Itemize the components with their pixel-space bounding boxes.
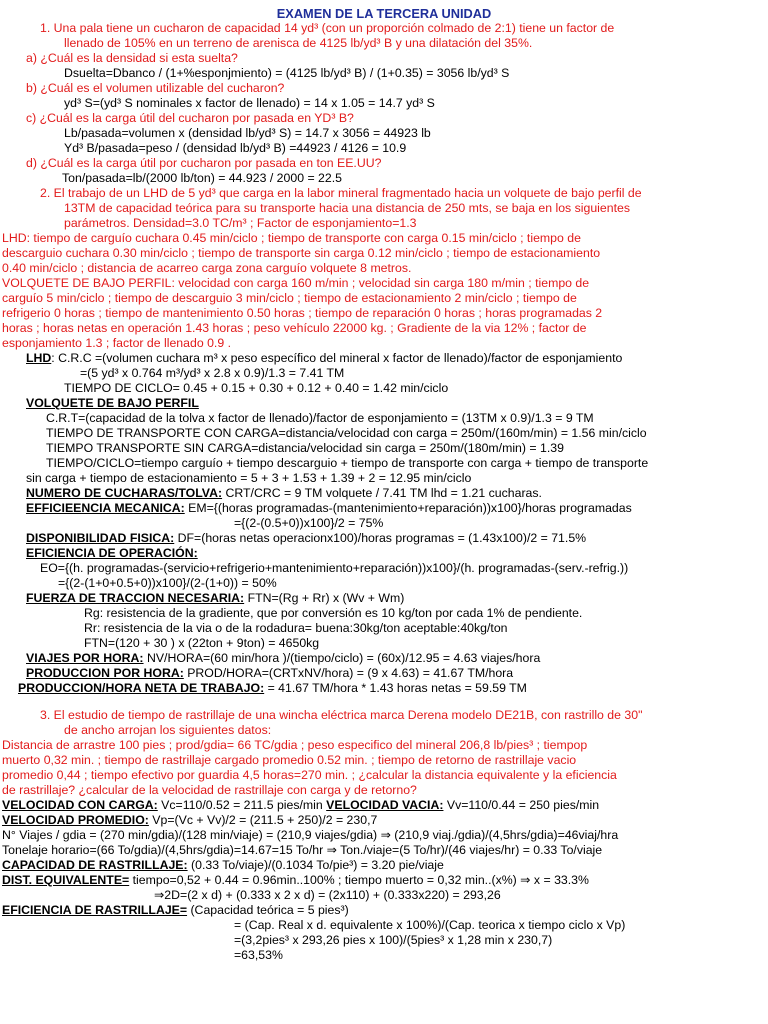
- document-line: [0, 441, 768, 456]
- document-line: [0, 918, 768, 933]
- line-text: NV/HORA=(60 min/hora )/(tiempo/ciclo) = (60x)/12.95 = 4.63 viajes/hora: [143, 651, 541, 665]
- line-text: refrigerio 0 horas ; tiempo de mantenimiento 0.50 horas ; tiempo de reparación 0 horas ; horas programadas 2: [2, 306, 603, 320]
- section-heading: DISPONIBILIDAD FISICA:: [26, 531, 175, 545]
- document-line: [0, 381, 768, 396]
- section-heading: VIAJES POR HORA:: [26, 651, 144, 665]
- document-line: [0, 306, 768, 321]
- line-text: FTN=(Rg + Rr) x (Wv + Wm): [244, 591, 405, 605]
- line-text: C.R.T=(capacidad de la tolva x factor de llenado)/factor de esponjamiento = (13TM x 0.9)/1.3 = 9 TM: [46, 411, 594, 425]
- line-text: =(5 yd³ x 0.764 m³/yd³ x 2.8 x 0.9)/1.3 = 7.41 TM: [80, 366, 345, 380]
- document-title: EXAMEN DE LA TERCERA UNIDAD: [276, 6, 492, 21]
- document-line: [0, 888, 768, 903]
- document-line: [0, 411, 768, 426]
- document-line: [0, 723, 768, 738]
- document-line: [0, 426, 768, 441]
- line-text: c) ¿Cuál es la carga útil del cucharon por pasada en YD³ B?: [26, 111, 354, 125]
- document-line: [0, 501, 768, 516]
- document-line: [0, 753, 768, 768]
- document-line: [0, 261, 768, 276]
- line-text: LHD: tiempo de carguío cuchara 0.45 min/ciclo ; tiempo de transporte con carga 0.15 min/ciclo ; tiempo de: [2, 231, 581, 245]
- document-line: [0, 948, 768, 963]
- exam-document: [0, 6, 768, 963]
- document-line: [0, 933, 768, 948]
- section-heading: NUMERO DE CUCHARAS/TOLVA:: [26, 486, 223, 500]
- line-text: ⇒2D=(2 x d) + (0.333 x 2 x d) = (2x110) + (0.333x220) = 293,26: [154, 888, 501, 902]
- line-text: TIEMPO/CICLO=tiempo carguío + tiempo descarguio + tiempo de transporte con carga + tiempo de transporte: [46, 456, 649, 470]
- line-text: llenado de 105% en un terreno de arenisca de 4125 lb/yd³ B y una dilatación del 35%.: [64, 36, 533, 50]
- document-line: [0, 813, 768, 828]
- document-line: [0, 873, 768, 888]
- line-text: PROD/HORA=(CRTxNV/hora) = (9 x 4.63) = 41.67 TM/hora: [183, 666, 514, 680]
- line-text: VOLQUETE DE BAJO PERFIL: velocidad con carga 160 m/min ; velocidad sin carga 180 m/min ; tiempo de: [2, 276, 590, 290]
- line-text: Dsuelta=Dbanco / (1+%esponjmiento) = (4125 lb/yd³ B) / (1+0.35) = 3056 lb/yd³ S: [64, 66, 510, 80]
- document-line: [0, 126, 768, 141]
- document-line: [0, 291, 768, 306]
- document-line: [0, 201, 768, 216]
- line-text: de rastrillaje? ¿calcular de la velocidad de rastrillaje con carga y de retorno?: [2, 783, 417, 797]
- document-line: [0, 21, 768, 36]
- line-text: =(3,2pies³ x 293,26 pies x 100)/(5pies³ x 1,28 min x 230,7): [234, 933, 553, 947]
- line-text: Vc=110/0.52 = 211.5 pies/min: [157, 798, 327, 812]
- document-line: [0, 351, 768, 366]
- document-line: [0, 651, 768, 666]
- section-heading: DIST. EQUIVALENTE=: [2, 873, 130, 887]
- line-text: 0.40 min/ciclo ; distancia de acarreo carga zona carguío volquete 8 metros.: [2, 261, 412, 275]
- document-line: [0, 843, 768, 858]
- document-line: [0, 621, 768, 636]
- document-line: [0, 546, 768, 561]
- line-text: = (Cap. Real x d. equivalente x 100%)/(Cap. teorica x tiempo ciclo x Vp): [234, 918, 626, 932]
- section-heading: VELOCIDAD CON CARGA:: [2, 798, 158, 812]
- line-text: : C.R.C =(volumen cuchara m³ x peso específico del mineral x factor de llenado)/factor de esponjamiento: [51, 351, 623, 365]
- line-text: d) ¿Cuál es la carga útil por cucharon por pasada en ton EE.UU?: [26, 156, 382, 170]
- document-line: [0, 51, 768, 66]
- line-text: horas ; horas netas en operación 1.43 horas ; peso vehículo 22000 kg. ; Gradiente de la via 12% ; factor de: [2, 321, 587, 335]
- line-text: TIEMPO DE CICLO= 0.45 + 0.15 + 0.30 + 0.12 + 0.40 = 1.42 min/ciclo: [64, 381, 449, 395]
- line-text: muerto 0,32 min. ; tiempo de rastrillaje cargado promedio 0.52 min. ; tiempo de retorno de rastrillaje vacio: [2, 753, 577, 767]
- document-line: [0, 636, 768, 651]
- line-text: tiempo=0,52 + 0.44 = 0.96min..100% ; tiempo muerto = 0,32 min..(x%) ⇒ x = 33.3%: [129, 873, 589, 887]
- line-text: yd³ S=(yd³ S nominales x factor de llenado) = 14 x 1.05 = 14.7 yd³ S: [64, 96, 435, 110]
- document-line: [0, 576, 768, 591]
- document-line: [0, 216, 768, 231]
- line-text: Vp=(Vc + Vv)/2 = (211.5 + 250)/2 = 230,7: [148, 813, 378, 827]
- line-text: FTN=(120 + 30 ) x (22ton + 9ton) = 4650kg: [84, 636, 320, 650]
- document-line: [0, 681, 768, 696]
- document-line: [0, 156, 768, 171]
- document-line: [0, 606, 768, 621]
- document-line: [0, 561, 768, 576]
- document-line: [0, 858, 768, 873]
- section-heading: EFICIENCIA DE OPERACIÓN:: [26, 546, 198, 560]
- section-heading: VOLQUETE DE BAJO PERFIL: [26, 396, 199, 410]
- document-line: [0, 336, 768, 351]
- line-text: b) ¿Cuál es el volumen utilizable del cucharon?: [26, 81, 285, 95]
- document-line: [0, 186, 768, 201]
- document-line: [0, 798, 768, 813]
- line-text: esponjamiento 1.3 ; factor de llenado 0.9 .: [2, 336, 232, 350]
- line-text: ={(2-(1+0+0.5+0))x100}/(2-(1+0)) = 50%: [58, 576, 277, 590]
- line-text: (Capacidad teórica = 5 pies³): [187, 903, 349, 917]
- document-line: [0, 783, 768, 798]
- line-text: Rr: resistencia de la via o de la rodadura= buena:30kg/ton aceptable:40kg/ton: [84, 621, 508, 635]
- line-text: a) ¿Cuál es la densidad si esta suelta?: [26, 51, 238, 65]
- document-line: [0, 738, 768, 753]
- line-text: Ton/pasada=lb/(2000 lb/ton) = 44.923 / 2000 = 22.5: [62, 171, 342, 185]
- line-text: Vv=110/0.44 = 250 pies/min: [443, 798, 600, 812]
- document-line: [0, 486, 768, 501]
- line-text: parámetros. Densidad=3.0 TC/m³ ; Factor de esponjamiento=1.3: [64, 216, 417, 230]
- document-line: [0, 171, 768, 186]
- line-text: descarguio cuchara 0.30 min/ciclo ; tiempo de transporte sin carga 0.12 min/ciclo ; tiempo de estacionamiento: [2, 246, 601, 260]
- line-text: de ancho arrojan los siguientes datos:: [64, 723, 272, 737]
- document-line: [0, 366, 768, 381]
- line-text: 3. El estudio de tiempo de rastrillaje de una wincha eléctrica marca Derena modelo DE21B, con rastrillo de 30": [40, 708, 643, 722]
- line-text: 1. Una pala tiene un cucharon de capacidad 14 yd³ (con un proporción colmado de 2:1) tiene un factor de: [40, 21, 615, 35]
- section-heading: PRODUCCION/HORA NETA DE TRABAJO:: [18, 681, 265, 695]
- document-line: [0, 141, 768, 156]
- section-heading: FUERZA DE TRACCION NECESARIA:: [26, 591, 245, 605]
- line-text: EO={(h. programadas-(servicio+refrigerio+mantenimiento+reparación))x100}/(h. programadas-(serv.-refrig.)): [40, 561, 629, 575]
- document-line: [0, 66, 768, 81]
- line-text: sin carga + tiempo de estacionamiento = 5 + 3 + 1.53 + 1.39 + 2 = 12.95 min/ciclo: [26, 471, 472, 485]
- section-heading: EFFICIEENCIA MECANICA:: [26, 501, 185, 515]
- document-line: [0, 591, 768, 606]
- document-line: [0, 828, 768, 843]
- document-line: [0, 321, 768, 336]
- line-text: (0.33 To/viaje)/(0.1034 To/pie³) = 3.20 pie/viaje: [187, 858, 444, 872]
- line-text: = 41.67 TM/hora * 1.43 horas netas = 59.59 TM: [264, 681, 527, 695]
- document-line: [0, 36, 768, 51]
- document-line: [0, 246, 768, 261]
- document-line: [0, 111, 768, 126]
- section-heading: CAPACIDAD DE RASTRILLAJE:: [2, 858, 188, 872]
- section-spacer: [0, 696, 768, 708]
- line-text: Tonelaje horario=(66 To/gdia)/(4,5hrs/gdia)=14.67=15 To/hr ⇒ Ton./viaje=(5 To/hr)/(46 viajes/hr) = 0.33 To/viaje: [2, 843, 603, 857]
- document-body: [0, 21, 768, 963]
- line-text: 2. El trabajo de un LHD de 5 yd³ que carga en la labor mineral fragmentado hacia un volquete de bajo perfil de: [40, 186, 642, 200]
- line-text: 13TM de capacidad teórica para su transporte hacia una distancia de 250 mts, se baja en los siguientes: [64, 201, 630, 215]
- document-line: [0, 516, 768, 531]
- document-line: [0, 903, 768, 918]
- document-line: [0, 768, 768, 783]
- line-text: TIEMPO TRANSPORTE SIN CARGA=distancia/velocidad sin carga = 250m/(180m/min) = 1.39: [46, 441, 564, 455]
- line-text: =63,53%: [234, 948, 283, 962]
- section-heading: VELOCIDAD PROMEDIO:: [2, 813, 149, 827]
- line-text: Yd³ B/pasada=peso / (densidad lb/yd³ B) =44923 / 4126 = 10.9: [64, 141, 407, 155]
- document-line: [0, 396, 768, 411]
- document-line: [0, 666, 768, 681]
- document-line: [0, 81, 768, 96]
- document-line: [0, 708, 768, 723]
- line-text: Lb/pasada=volumen x (densidad lb/yd³ S) = 14.7 x 3056 = 44923 lb: [64, 126, 431, 140]
- document-line: [0, 231, 768, 246]
- line-text: DF=(horas netas operacionx100)/horas programas = (1.43x100)/2 = 71.5%: [174, 531, 587, 545]
- document-line: [0, 531, 768, 546]
- section-heading: VELOCIDAD VACIA:: [326, 798, 444, 812]
- section-heading: LHD: [26, 351, 52, 365]
- document-line: [0, 276, 768, 291]
- line-text: CRT/CRC = 9 TM volquete / 7.41 TM lhd = 1.21 cucharas.: [222, 486, 542, 500]
- line-text: N° Viajes / gdia = (270 min/gdia)/(128 min/viaje) = (210,9 viajes/gdia) ⇒ (210,9 viaj./gdia)/(4,5hrs/gdia)=46viaj/hra: [2, 828, 619, 842]
- line-text: Distancia de arrastre 100 pies ; prod/gdia= 66 TC/gdia ; peso especifico del mineral 206,8 lb/pies³ ; tiempop: [2, 738, 588, 752]
- line-text: EM={(horas programadas-(mantenimiento+reparación))x100}/horas programadas: [184, 501, 632, 515]
- line-text: promedio 0,44 ; tiempo efectivo por guardia 4,5 horas=270 min. ; ¿calcular la distancia equivalente y la eficiencia: [2, 768, 617, 782]
- line-text: TIEMPO DE TRANSPORTE CON CARGA=distancia/velocidad con carga = 250m/(160m/min) = 1.56 min/ciclo: [46, 426, 647, 440]
- document-line: [0, 471, 768, 486]
- line-text: carguío 5 min/ciclo ; tiempo de descarguio 3 min/ciclo ; tiempo de estacionamiento 2 min/ciclo ; tiempo de: [2, 291, 577, 305]
- section-heading: EFICIENCIA DE RASTRILLAJE=: [2, 903, 188, 917]
- document-line: [0, 456, 768, 471]
- document-line: [0, 96, 768, 111]
- section-heading: PRODUCCION POR HORA:: [26, 666, 184, 680]
- line-text: Rg: resistencia de la gradiente, que por conversión es 10 kg/ton por cada 1% de pendiente.: [84, 606, 583, 620]
- line-text: ={(2-(0.5+0))x100}/2 = 75%: [234, 516, 384, 530]
